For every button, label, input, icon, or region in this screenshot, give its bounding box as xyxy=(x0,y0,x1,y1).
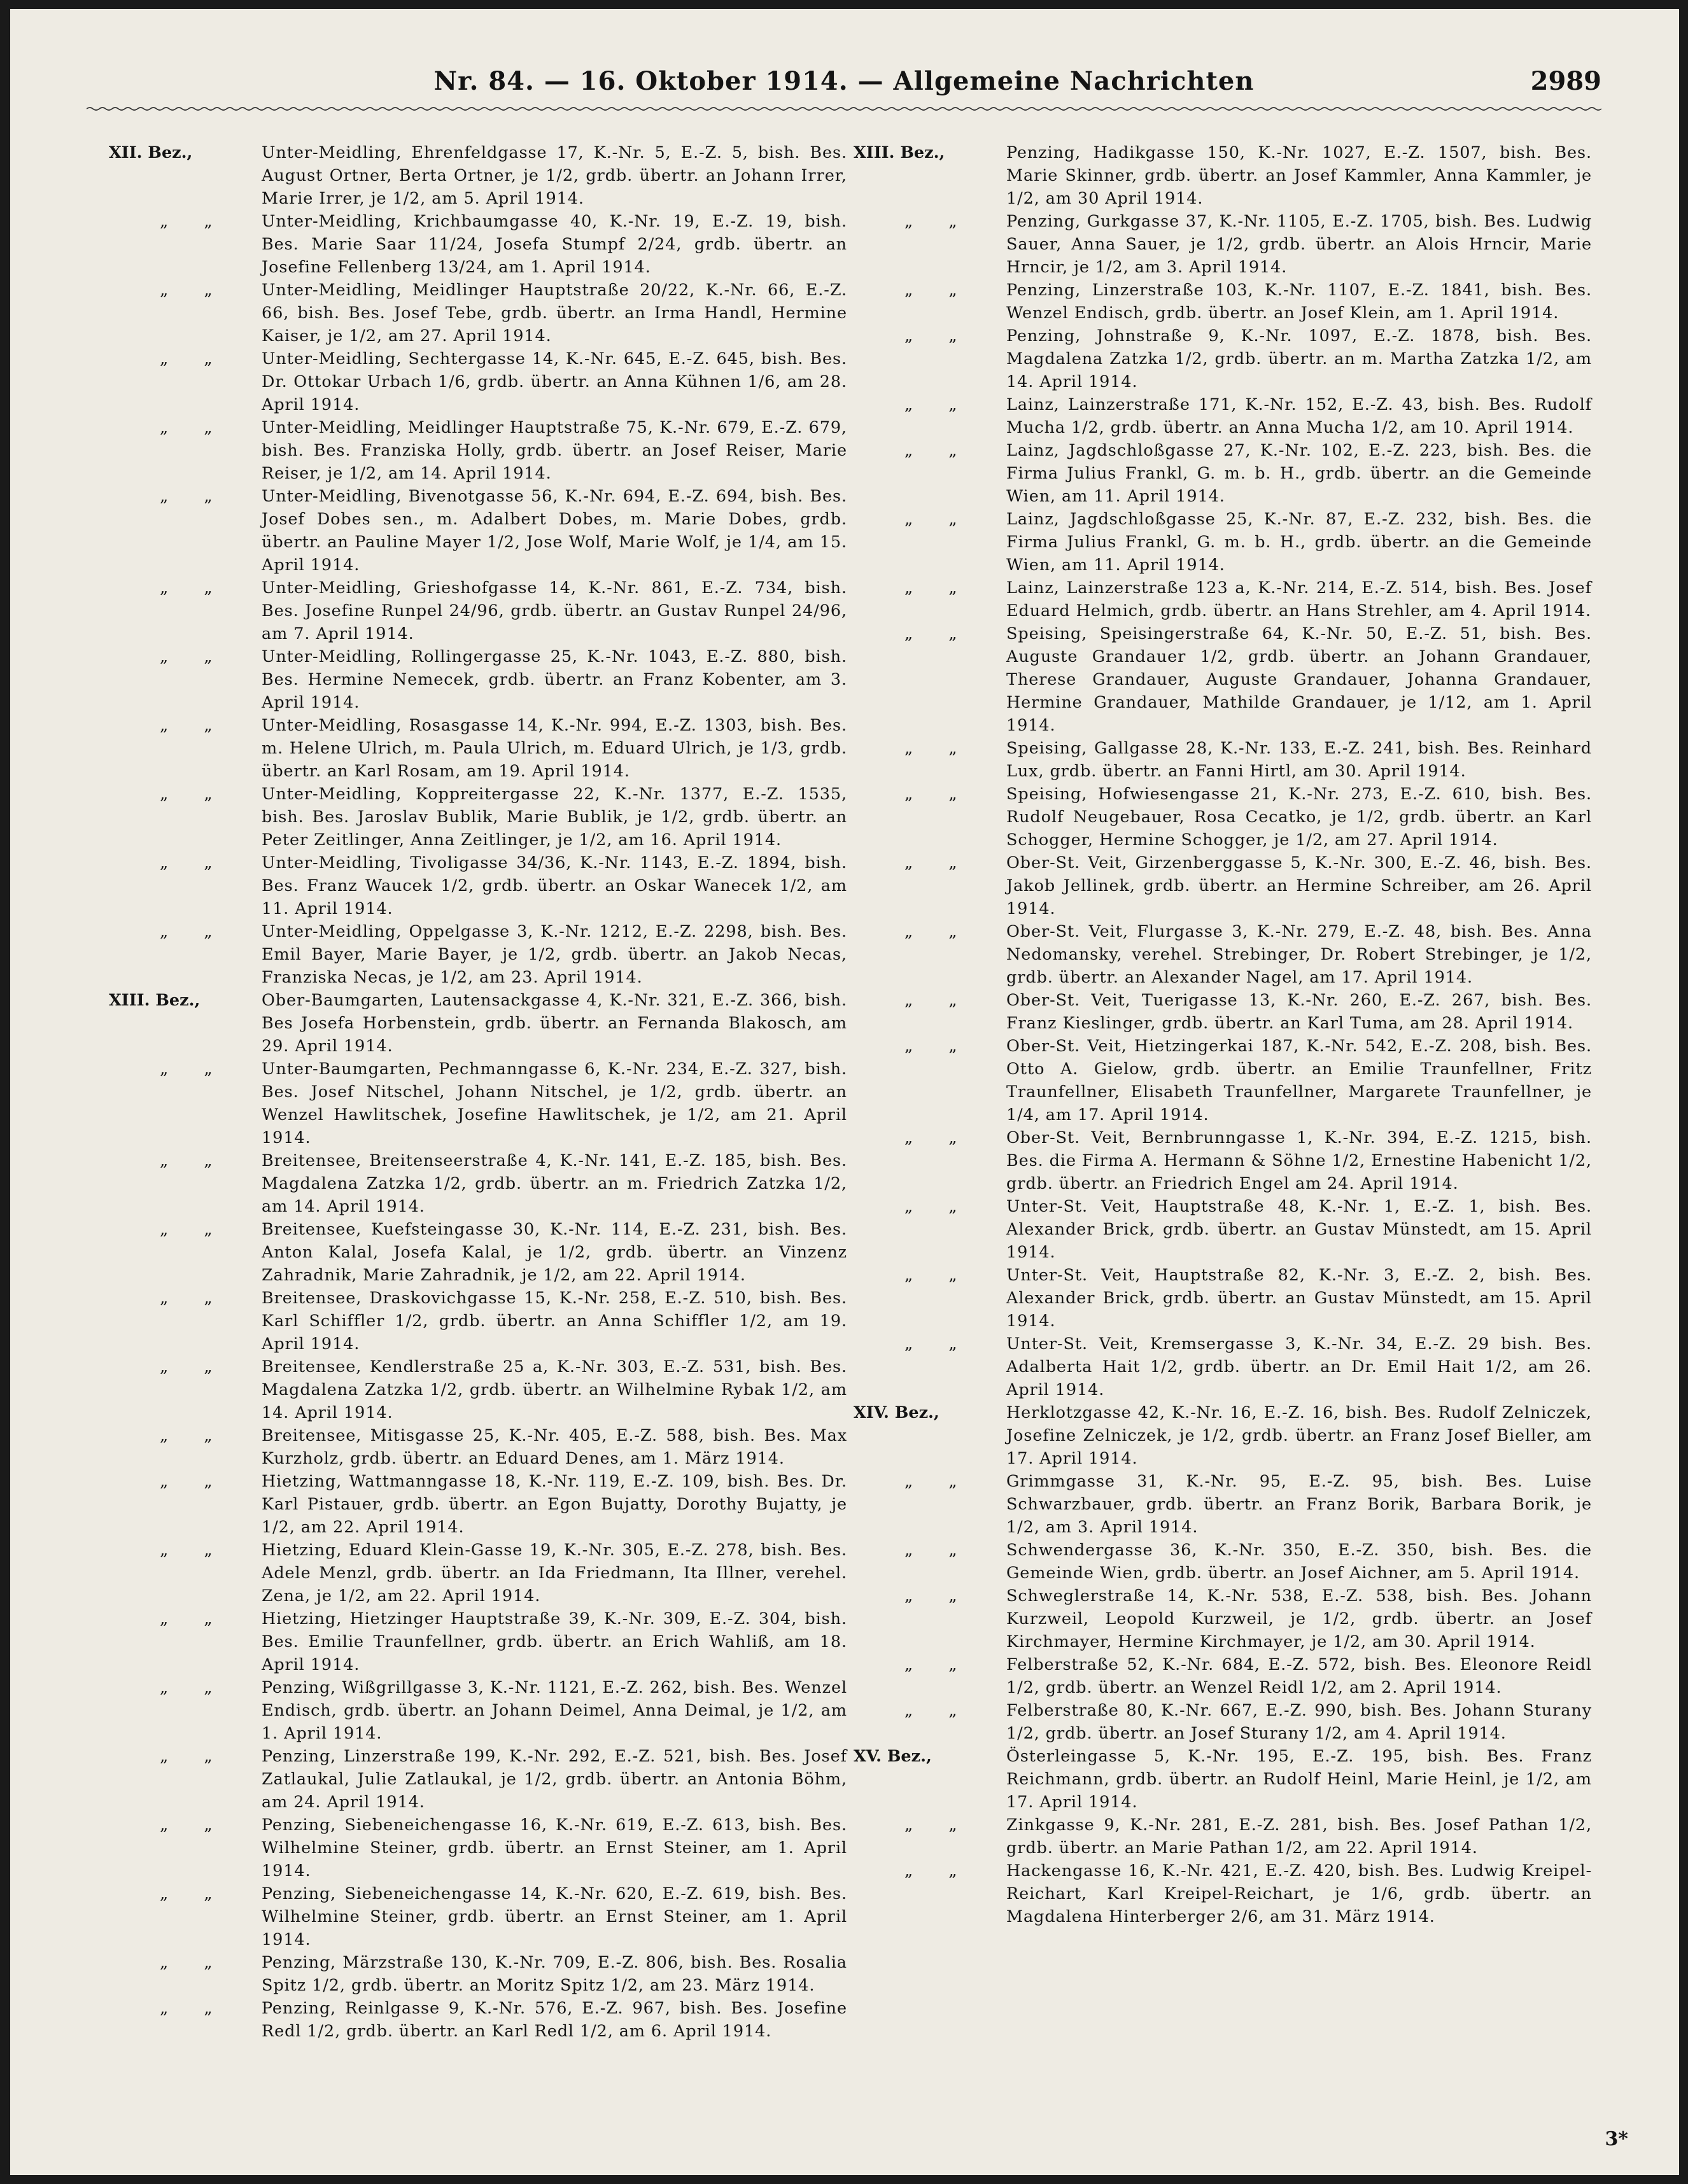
entry-prefix xyxy=(854,989,1000,1012)
entry-text: Penzing, Siebeneichengasse 14, K.-Nr. 620, E.-Z. 619, bish. Bes. Wilhelmine Steiner, grdb. übertr. an Ernst Steiner, am 1. April 1914. xyxy=(262,1884,847,1949)
entry-prefix xyxy=(854,1333,1000,1355)
ditto-mark: „ „ xyxy=(160,716,228,735)
entry-prefix xyxy=(854,1585,1000,1607)
entry-text: Unter-Meidling, Rosasgasse 14, K.-Nr. 994, E.-Z. 1303, bish. Bes. m. Helene Ulrich, m. Paula Ulrich, m. Eduard Ulrich, je 1/3, grdb. übertr. an Karl Rosam, am 19. April 1914. xyxy=(262,716,847,781)
register-entry xyxy=(854,1333,1592,1401)
entry-text: Breitensee, Kendlerstraße 25 a, K.-Nr. 303, E.-Z. 531, bish. Bes. Magdalena Zatzka 1/2, grdb. übertr. an Wilhelmine Rybak 1/2, am 14. April 1914. xyxy=(262,1357,847,1422)
register-entry xyxy=(109,714,847,783)
ditto-mark: „ „ xyxy=(904,1541,973,1560)
entry-prefix xyxy=(854,1539,1000,1562)
entry-prefix xyxy=(854,210,1000,233)
register-entry xyxy=(109,1470,847,1539)
register-entry xyxy=(854,577,1592,622)
page-title: Nr. 84. — 16. Oktober 1914. — Allgemeine Nachrichten xyxy=(433,66,1255,96)
page-header xyxy=(87,60,1601,117)
district-label: XII. Bez., xyxy=(109,143,193,162)
ditto-mark: „ „ xyxy=(904,281,973,300)
entry-prefix xyxy=(854,439,1000,462)
register-entry xyxy=(109,1814,847,1882)
register-entry xyxy=(109,279,847,347)
register-entry xyxy=(854,1653,1592,1699)
ditto-mark: „ „ xyxy=(904,326,973,346)
ditto-mark: „ „ xyxy=(904,1197,973,1216)
register-entry xyxy=(109,920,847,989)
register-entry xyxy=(854,1470,1592,1539)
entry-text: Unter-Meidling, Koppreitergasse 22, K.-Nr. 1377, E.-Z. 1535, bish. Bes. Jaroslav Bublik, Marie Bublik, je 1/2, grdb. übertr. an Peter Zeitlinger, Anna Zeitlinger, je 1/2, am 16. April 1914. xyxy=(262,785,847,850)
ditto-mark: „ „ xyxy=(160,1060,228,1079)
register-entry xyxy=(109,1218,847,1287)
entry-prefix xyxy=(854,737,1000,760)
entry-prefix xyxy=(109,1539,255,1562)
ditto-mark: „ „ xyxy=(160,1151,228,1170)
register-entry xyxy=(854,279,1592,325)
ditto-mark: „ „ xyxy=(160,1816,228,1835)
register-entry xyxy=(854,1745,1592,1814)
ditto-mark: „ „ xyxy=(160,1472,228,1491)
ditto-mark: „ „ xyxy=(904,1861,973,1880)
ditto-mark: „ „ xyxy=(160,1678,228,1697)
entry-prefix xyxy=(854,1035,1000,1058)
register-entry xyxy=(854,622,1592,737)
entry-text: Speising, Speisingerstraße 64, K.-Nr. 50, E.-Z. 51, bish. Bes. Auguste Grandauer 1/2, grdb. übertr. an Johann Grandauer, Therese Grandauer, Auguste Grandauer, Johanna Grandauer, Hermine Grandauer, Mathilde Grandauer, je 1/12, am 1. April 1914. xyxy=(1006,624,1592,735)
register-entry xyxy=(109,1287,847,1355)
ditto-mark: „ „ xyxy=(160,1357,228,1376)
entry-prefix xyxy=(854,508,1000,531)
entry-prefix xyxy=(109,347,255,370)
entry-text: Unter-Meidling, Meidlinger Hauptstraße 20/22, K.-Nr. 66, E.-Z. 66, bish. Bes. Josef Tebe, grdb. übertr. an Irma Handl, Hermine Kaiser, je 1/2, am 27. April 1914. xyxy=(262,281,847,346)
ditto-mark: „ „ xyxy=(904,785,973,804)
register-entry xyxy=(854,439,1592,508)
ditto-mark: „ „ xyxy=(160,578,228,598)
entry-prefix xyxy=(109,1745,255,1768)
register-entry xyxy=(109,1539,847,1607)
entry-text: Breitensee, Draskovichgasse 15, K.-Nr. 258, E.-Z. 510, bish. Bes. Karl Schiffler 1/2, grdb. übertr. an Anna Schiffler 1/2, am 19. April 1914. xyxy=(262,1289,847,1354)
entry-text: Unter-Meidling, Tivoligasse 34/36, K.-Nr. 1143, E.-Z. 1894, bish. Bes. Franz Waucek 1/2, grdb. übertr. an Oskar Wanecek 1/2, am 11. April 1914. xyxy=(262,853,847,918)
ditto-mark: „ „ xyxy=(904,922,973,941)
entry-prefix xyxy=(109,141,255,164)
entry-text: Hietzing, Hietzinger Hauptstraße 39, K.-Nr. 309, E.-Z. 304, bish. Bes. Emilie Traunfellner, grdb. übertr. an Erich Wahliß, am 18. April 1914. xyxy=(262,1609,847,1674)
ditto-mark: „ „ xyxy=(904,395,973,414)
ditto-mark: „ „ xyxy=(160,281,228,300)
ditto-mark: „ „ xyxy=(904,1266,973,1285)
register-entry xyxy=(109,1997,847,2043)
entry-text: Lainz, Lainzerstraße 123 a, K.-Nr. 214, E.-Z. 514, bish. Bes. Josef Eduard Helmich, grdb. übertr. an Hans Strehler, am 4. April 1914. xyxy=(1006,578,1592,620)
entry-text: Penzing, Linzerstraße 199, K.-Nr. 292, E.-Z. 521, bish. Bes. Josef Zatlaukal, Julie Zatlaukal, je 1/2, grdb. übertr. an Antonia Böhm, am 24. April 1914. xyxy=(262,1747,847,1812)
register-entry xyxy=(109,1951,847,1997)
register-entry xyxy=(109,416,847,485)
register-entry xyxy=(854,141,1592,210)
entry-text: Penzing, Siebeneichengasse 16, K.-Nr. 619, E.-Z. 613, bish. Bes. Wilhelmine Steiner, grdb. übertr. an Ernst Steiner, am 1. April 1914. xyxy=(262,1816,847,1880)
entry-prefix xyxy=(854,920,1000,943)
entry-text: Penzing, Linzerstraße 103, K.-Nr. 1107, E.-Z. 1841, bish. Bes. Wenzel Endisch, grdb. übertr. an Josef Klein, am 1. April 1914. xyxy=(1006,281,1592,323)
entry-text: Unter-Meidling, Rollingergasse 25, K.-Nr. 1043, E.-Z. 880, bish. Bes. Hermine Nemecek, grdb. übertr. an Franz Kobenter, am 3. April 1914. xyxy=(262,647,847,712)
entry-prefix xyxy=(109,1997,255,2020)
entry-text: Breitensee, Breitenseerstraße 4, K.-Nr. 141, E.-Z. 185, bish. Bes. Magdalena Zatzka 1/2, grdb. übertr. an m. Friedrich Zatzka 1/2, am 14. April 1914. xyxy=(262,1151,847,1216)
register-entry xyxy=(854,920,1592,989)
entry-prefix xyxy=(109,1470,255,1493)
entry-prefix xyxy=(109,920,255,943)
entry-prefix xyxy=(109,1355,255,1378)
register-entry xyxy=(854,1814,1592,1859)
entry-prefix xyxy=(109,1676,255,1699)
entry-prefix xyxy=(109,1287,255,1310)
ditto-mark: „ „ xyxy=(904,212,973,231)
register-entry xyxy=(109,989,847,1058)
entry-prefix xyxy=(109,1424,255,1447)
entry-prefix xyxy=(854,1745,1000,1768)
ditto-mark: „ „ xyxy=(904,1816,973,1835)
entry-text: Unter-Meidling, Grieshofgasse 14, K.-Nr. 861, E.-Z. 734, bish. Bes. Josefine Runpel 24/96, grdb. übertr. an Gustav Runpel 24/96, am 7. April 1914. xyxy=(262,578,847,643)
register-entry xyxy=(854,737,1592,783)
district-label: XIII. Bez., xyxy=(854,143,945,162)
district-label: XIII. Bez., xyxy=(109,991,200,1010)
entry-text: Ober-St. Veit, Hietzingerkai 187, K.-Nr. 542, E.-Z. 208, bish. Bes. Otto A. Gielow, grdb. übertr. an Emilie Traunfellner, Fritz Traunfellner, Elisabeth Traunfellner, Margarete Traunfellner, je 1/4, am 17. April 1914. xyxy=(1006,1037,1592,1124)
register-entry xyxy=(109,1424,847,1470)
entry-prefix xyxy=(109,783,255,806)
entry-text: Penzing, Gurkgasse 37, K.-Nr. 1105, E.-Z. 1705, bish. Bes. Ludwig Sauer, Anna Sauer, je 1/2, grdb. übertr. an Alois Hrncir, Marie Hrncir, je 1/2, am 3. April 1914. xyxy=(1006,212,1592,277)
entry-prefix xyxy=(854,325,1000,347)
entry-text: Unter-Baumgarten, Pechmanngasse 6, K.-Nr. 234, E.-Z. 327, bish. Bes. Josef Nitschel, Johann Nitschel, je 1/2, grdb. übertr. an Wenzel Hawlitschek, Josefine Hawlitschek, je 1/2, am 21. April 1914. xyxy=(262,1060,847,1147)
left-column xyxy=(109,141,847,2043)
ditto-mark: „ „ xyxy=(904,1472,973,1491)
register-entry xyxy=(854,1035,1592,1126)
entry-text: Ober-St. Veit, Tuerigasse 13, K.-Nr. 260, E.-Z. 267, bish. Bes. Franz Kieslinger, grdb. übertr. an Karl Tuma, am 28. April 1914. xyxy=(1006,991,1592,1033)
entry-text: Unter-St. Veit, Hauptstraße 82, K.-Nr. 3, E.-Z. 2, bish. Bes. Alexander Brick, grdb. übertr. an Gustav Münstedt, am 15. April 1914. xyxy=(1006,1266,1592,1331)
ditto-mark: „ „ xyxy=(904,624,973,643)
register-entry xyxy=(854,783,1592,851)
ditto-mark: „ „ xyxy=(904,1655,973,1674)
ditto-mark: „ „ xyxy=(160,487,228,506)
register-entry xyxy=(854,210,1592,279)
entry-text: Lainz, Jagdschloßgasse 25, K.-Nr. 87, E.-Z. 232, bish. Bes. die Firma Julius Frankl, G. m. b. H., grdb. übertr. an die Gemeinde Wien, am 11. April 1914. xyxy=(1006,510,1592,575)
entry-text: Schweglerstraße 14, K.-Nr. 538, E.-Z. 538, bish. Bes. Johann Kurzweil, Leopold Kurzweil, je 1/2, grdb. übertr. an Josef Kirchmayer, Hermine Kirchmayer, je 1/2, am 30. April 1914. xyxy=(1006,1586,1592,1651)
entry-prefix xyxy=(854,141,1000,164)
ditto-mark: „ „ xyxy=(904,510,973,529)
entry-prefix xyxy=(109,1951,255,1974)
entry-prefix xyxy=(854,393,1000,416)
entry-prefix xyxy=(854,1264,1000,1287)
entry-prefix xyxy=(854,1814,1000,1837)
entry-text: Speising, Hofwiesengasse 21, K.-Nr. 273, E.-Z. 610, bish. Bes. Rudolf Neugebauer, Rosa Cecatko, je 1/2, grdb. übertr. an Karl Schogger, Hermine Schogger, je 1/2, am 27. April 1914. xyxy=(1006,785,1592,850)
entry-text: Grimmgasse 31, K.-Nr. 95, E.-Z. 95, bish. Bes. Luise Schwarzbauer, grdb. übertr. an Franz Borik, Barbara Borik, je 1/2, am 3. April 1914. xyxy=(1006,1472,1592,1537)
ditto-mark: „ „ xyxy=(904,991,973,1010)
register-entry xyxy=(109,1607,847,1676)
entry-prefix xyxy=(109,1814,255,1837)
entry-prefix xyxy=(109,714,255,737)
entry-text: Unter-Meidling, Krichbaumgasse 40, K.-Nr. 19, E.-Z. 19, bish. Bes. Marie Saar 11/24, Josefa Stumpf 2/24, grdb. übertr. an Josefine Fellenberg 13/24, am 1. April 1914. xyxy=(262,212,847,277)
ditto-mark: „ „ xyxy=(160,1609,228,1628)
entry-prefix xyxy=(109,645,255,668)
entry-prefix xyxy=(854,1470,1000,1493)
register-entry xyxy=(109,141,847,210)
register-entry xyxy=(109,1745,847,1814)
ditto-mark: „ „ xyxy=(160,212,228,231)
entry-text: Unter-St. Veit, Hauptstraße 48, K.-Nr. 1, E.-Z. 1, bish. Bes. Alexander Brick, grdb. übertr. an Gustav Münstedt, am 15. April 1914. xyxy=(1006,1197,1592,1262)
ditto-mark: „ „ xyxy=(160,1220,228,1239)
ditto-mark: „ „ xyxy=(160,853,228,872)
ditto-mark: „ „ xyxy=(160,418,228,437)
entry-text: Penzing, Johnstraße 9, K.-Nr. 1097, E.-Z. 1878, bish. Bes. Magdalena Zatzka 1/2, grdb. übertr. an m. Martha Zatzka 1/2, am 14. April 1914. xyxy=(1006,326,1592,391)
ditto-mark: „ „ xyxy=(160,1747,228,1766)
entry-text: Breitensee, Kuefsteingasse 30, K.-Nr. 114, E.-Z. 231, bish. Bes. Anton Kalal, Josefa Kalal, je 1/2, grdb. übertr. an Vinzenz Zahradnik, Marie Zahradnik, je 1/2, am 22. April 1914. xyxy=(262,1220,847,1285)
ditto-mark: „ „ xyxy=(904,1334,973,1354)
entry-prefix xyxy=(109,210,255,233)
entry-prefix xyxy=(109,1607,255,1630)
entry-text: Schwendergasse 36, K.-Nr. 350, E.-Z. 350, bish. Bes. die Gemeinde Wien, grdb. übertr. an Josef Aichner, am 5. April 1914. xyxy=(1006,1541,1592,1583)
ditto-mark: „ „ xyxy=(160,1541,228,1560)
entry-prefix xyxy=(109,1218,255,1241)
ditto-mark: „ „ xyxy=(904,1128,973,1147)
register-entry xyxy=(854,1195,1592,1264)
entry-text: Felberstraße 52, K.-Nr. 684, E.-Z. 572, bish. Bes. Eleonore Reidl 1/2, grdb. übertr. an Wenzel Reidl 1/2, am 2. April 1914. xyxy=(1006,1655,1592,1697)
register-entry xyxy=(109,1882,847,1951)
ditto-mark: „ „ xyxy=(160,1289,228,1308)
register-entry xyxy=(854,1539,1592,1585)
entry-text: Lainz, Lainzerstraße 171, K.-Nr. 152, E.-Z. 43, bish. Bes. Rudolf Mucha 1/2, grdb. übertr. an Anna Mucha 1/2, am 10. April 1914. xyxy=(1006,395,1592,437)
entry-text: Österleingasse 5, K.-Nr. 195, E.-Z. 195, bish. Bes. Franz Reichmann, grdb. übertr. an Rudolf Heinl, Marie Heinl, je 1/2, am 17. April 1914. xyxy=(1006,1747,1592,1812)
entry-text: Zinkgasse 9, K.-Nr. 281, E.-Z. 281, bish. Bes. Josef Pathan 1/2, grdb. übertr. an Marie Pathan 1/2, am 22. April 1914. xyxy=(1006,1816,1592,1858)
newspaper-page xyxy=(10,9,1679,2175)
entry-prefix xyxy=(854,1195,1000,1218)
entry-text: Unter-Meidling, Bivenotgasse 56, K.-Nr. 694, E.-Z. 694, bish. Bes. Josef Dobes sen., m. Adalbert Dobes, m. Marie Dobes, grdb. übertr. an Pauline Mayer 1/2, Jose Wolf, Marie Wolf, je 1/4, am 15. April 1914. xyxy=(262,487,847,575)
entry-text: Ober-Baumgarten, Lautensackgasse 4, K.-Nr. 321, E.-Z. 366, bish. Bes Josefa Horbenstein, grdb. übertr. an Fernanda Blakosch, am 29. April 1914. xyxy=(262,991,847,1056)
register-entry xyxy=(109,1149,847,1218)
entry-prefix xyxy=(109,1882,255,1905)
register-entry xyxy=(854,325,1592,393)
header-wavy-rule xyxy=(87,106,1601,112)
entry-prefix xyxy=(854,622,1000,645)
entry-text: Unter-Meidling, Sechtergasse 14, K.-Nr. 645, E.-Z. 645, bish. Bes. Dr. Ottokar Urbach 1/6, grdb. übertr. an Anna Kühnen 1/6, am 28. April 1914. xyxy=(262,349,847,414)
register-entry xyxy=(109,783,847,851)
register-entry xyxy=(854,508,1592,577)
entry-prefix xyxy=(854,1126,1000,1149)
right-column xyxy=(854,141,1592,1928)
entry-text: Hackengasse 16, K.-Nr. 421, E.-Z. 420, bish. Bes. Ludwig Kreipel-Reichart, Karl Kreipel-Reichart, je 1/6, grdb. übertr. an Magdalena Hinterberger 2/6, am 31. März 1914. xyxy=(1006,1861,1592,1926)
entry-text: Felberstraße 80, K.-Nr. 667, E.-Z. 990, bish. Bes. Johann Sturany 1/2, grdb. übertr. an Josef Sturany 1/2, am 4. April 1914. xyxy=(1006,1701,1592,1743)
entry-prefix xyxy=(109,485,255,508)
ditto-mark: „ „ xyxy=(160,349,228,368)
entry-text: Unter-St. Veit, Kremsergasse 3, K.-Nr. 34, E.-Z. 29 bish. Bes. Adalberta Hait 1/2, grdb. übertr. an Dr. Emil Hait 1/2, am 26. April 1914. xyxy=(1006,1334,1592,1399)
ditto-mark: „ „ xyxy=(160,922,228,941)
ditto-mark: „ „ xyxy=(160,647,228,666)
ditto-mark: „ „ xyxy=(904,1701,973,1720)
register-entry xyxy=(109,1676,847,1745)
register-entry xyxy=(854,1264,1592,1333)
entry-text: Speising, Gallgasse 28, K.-Nr. 133, E.-Z. 241, bish. Bes. Reinhard Lux, grdb. übertr. an Fanni Hirtl, am 30. April 1914. xyxy=(1006,739,1592,781)
entry-text: Breitensee, Mitisgasse 25, K.-Nr. 405, E.-Z. 588, bish. Bes. Max Kurzholz, grdb. übertr. an Eduard Denes, am 1. März 1914. xyxy=(262,1426,847,1468)
register-entry xyxy=(109,1058,847,1149)
district-label: XIV. Bez., xyxy=(854,1403,939,1422)
entry-prefix xyxy=(854,783,1000,806)
entry-prefix xyxy=(854,851,1000,874)
ditto-mark: „ „ xyxy=(160,1999,228,2018)
ditto-mark: „ „ xyxy=(904,441,973,460)
signature-mark: 3* xyxy=(1605,2128,1628,2150)
register-entry xyxy=(854,1126,1592,1195)
ditto-mark: „ „ xyxy=(904,1037,973,1056)
ditto-mark: „ „ xyxy=(160,1953,228,1972)
district-label: XV. Bez., xyxy=(854,1747,932,1766)
entry-text: Lainz, Jagdschloßgasse 27, K.-Nr. 102, E.-Z. 223, bish. Bes. die Firma Julius Frankl, G. m. b. H., grdb. übertr. an die Gemeinde Wien, am 11. April 1914. xyxy=(1006,441,1592,506)
entry-prefix xyxy=(109,851,255,874)
ditto-mark: „ „ xyxy=(904,739,973,758)
entry-prefix xyxy=(109,416,255,439)
register-entry xyxy=(109,485,847,577)
ditto-mark: „ „ xyxy=(160,1884,228,1903)
entry-text: Unter-Meidling, Ehrenfeldgasse 17, K.-Nr. 5, E.-Z. 5, bish. Bes. August Ortner, Berta Ortner, je 1/2, grdb. übertr. an Johann Irrer, Marie Irrer, je 1/2, am 5. April 1914. xyxy=(262,143,847,208)
entry-prefix xyxy=(854,1401,1000,1424)
entry-prefix xyxy=(109,279,255,302)
entry-text: Hietzing, Wattmanngasse 18, K.-Nr. 119, E.-Z. 109, bish. Bes. Dr. Karl Pistauer, grdb. übertr. an Egon Bujatty, Dorothy Bujatty, je 1/2, am 22. April 1914. xyxy=(262,1472,847,1537)
entry-prefix xyxy=(854,1653,1000,1676)
entry-text: Hietzing, Eduard Klein-Gasse 19, K.-Nr. 305, E.-Z. 278, bish. Bes. Adele Menzl, grdb. übertr. an Ida Friedmann, Ita Illner, verehel. Zena, je 1/2, am 22. April 1914. xyxy=(262,1541,847,1606)
register-entry xyxy=(854,393,1592,439)
entry-prefix xyxy=(854,1859,1000,1882)
register-entry xyxy=(854,1401,1592,1470)
ditto-mark: „ „ xyxy=(160,785,228,804)
entry-text: Ober-St. Veit, Flurgasse 3, K.-Nr. 279, E.-Z. 48, bish. Bes. Anna Nedomansky, verehel. Strebinger, Dr. Robert Strebinger, je 1/2, grdb. übertr. an Alexander Nagel, am 17. April 1914. xyxy=(1006,922,1592,987)
ditto-mark: „ „ xyxy=(904,578,973,598)
page-number: 2989 xyxy=(1530,66,1601,96)
entry-prefix xyxy=(854,279,1000,302)
ditto-mark: „ „ xyxy=(904,853,973,872)
register-entry xyxy=(109,210,847,279)
entry-text: Unter-Meidling, Oppelgasse 3, K.-Nr. 1212, E.-Z. 2298, bish. Bes. Emil Bayer, Marie Bayer, je 1/2, grdb. übertr. an Jakob Necas, Franziska Necas, je 1/2, am 23. April 1914. xyxy=(262,922,847,987)
entry-prefix xyxy=(109,577,255,599)
entry-text: Herklotzgasse 42, K.-Nr. 16, E.-Z. 16, bish. Bes. Rudolf Zelniczek, Josefine Zelniczek, je 1/2, grdb. übertr. an Franz Josef Bieller, am 17. April 1914. xyxy=(1006,1403,1592,1468)
register-entry xyxy=(109,851,847,920)
entry-text: Ober-St. Veit, Girzenberggasse 5, K.-Nr. 300, E.-Z. 46, bish. Bes. Jakob Jellinek, grdb. übertr. an Hermine Schreiber, am 26. April 1914. xyxy=(1006,853,1592,918)
entry-prefix xyxy=(109,1149,255,1172)
register-entry xyxy=(109,347,847,416)
entry-text: Ober-St. Veit, Bernbrunngasse 1, K.-Nr. 394, E.-Z. 1215, bish. Bes. die Firma A. Hermann & Söhne 1/2, Ernestine Habenicht 1/2, grdb. übertr. an Friedrich Engel am 24. April 1914. xyxy=(1006,1128,1592,1193)
register-entry xyxy=(854,851,1592,920)
register-entry xyxy=(109,645,847,714)
entry-prefix xyxy=(854,577,1000,599)
entry-text: Penzing, Reinlgasse 9, K.-Nr. 576, E.-Z. 967, bish. Bes. Josefine Redl 1/2, grdb. übertr. an Karl Redl 1/2, am 6. April 1914. xyxy=(262,1999,847,2041)
register-entry xyxy=(109,577,847,645)
register-entry xyxy=(854,1585,1592,1653)
entry-text: Penzing, Märzstraße 130, K.-Nr. 709, E.-Z. 806, bish. Bes. Rosalia Spitz 1/2, grdb. übertr. an Moritz Spitz 1/2, am 23. März 1914. xyxy=(262,1953,847,1995)
entry-text: Penzing, Hadikgasse 150, K.-Nr. 1027, E.-Z. 1507, bish. Bes. Marie Skinner, grdb. übertr. an Josef Kammler, Anna Kammler, je 1/2, am 30 April 1914. xyxy=(1006,143,1592,208)
ditto-mark: „ „ xyxy=(160,1426,228,1445)
register-entry xyxy=(854,989,1592,1035)
entry-text: Penzing, Wißgrillgasse 3, K.-Nr. 1121, E.-Z. 262, bish. Bes. Wenzel Endisch, grdb. übertr. an Johann Deimel, Anna Deimal, je 1/2, am 1. April 1914. xyxy=(262,1678,847,1743)
register-entry xyxy=(854,1859,1592,1928)
entry-text: Unter-Meidling, Meidlinger Hauptstraße 75, K.-Nr. 679, E.-Z. 679, bish. Bes. Franziska Holly, grdb. übertr. an Josef Reiser, Marie Reiser, je 1/2, am 14. April 1914. xyxy=(262,418,847,483)
entry-prefix xyxy=(109,1058,255,1081)
register-entry xyxy=(854,1699,1592,1745)
entry-prefix xyxy=(109,989,255,1012)
ditto-mark: „ „ xyxy=(904,1586,973,1606)
register-entry xyxy=(109,1355,847,1424)
entry-prefix xyxy=(854,1699,1000,1722)
